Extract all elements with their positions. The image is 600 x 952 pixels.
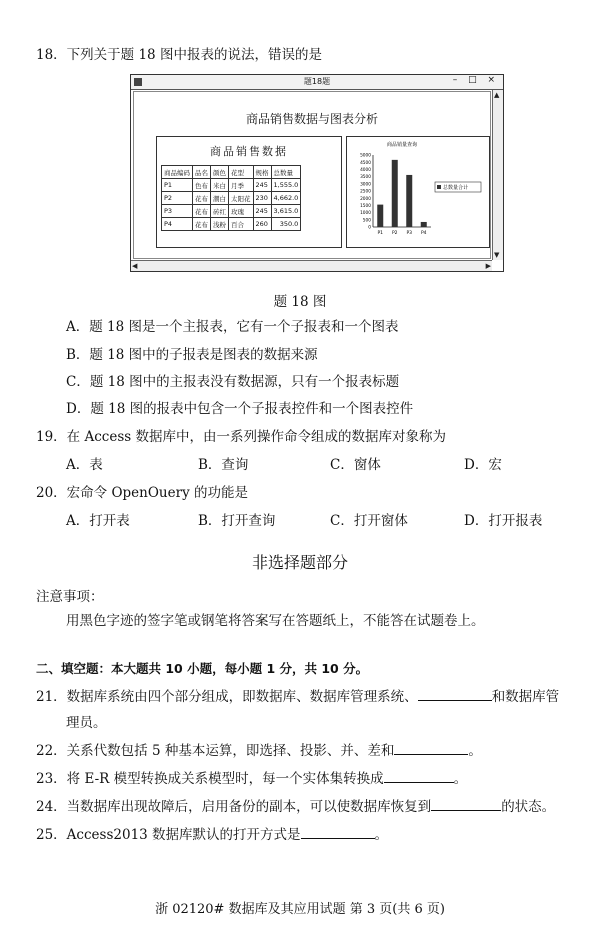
q25-line [36, 826, 388, 844]
table-cell: 350.0 [271, 218, 301, 231]
table-row [162, 205, 301, 218]
section-title: 非选择题部分 [251, 553, 348, 572]
page-footer: 浙 02120# 数据库及其应用试题 第 3 页(共 6 页) [155, 902, 445, 917]
sales-bar-chart [347, 137, 489, 247]
table-cell: 潮白 [211, 192, 229, 205]
q25-text-end: 。 [374, 827, 389, 843]
chart-bar [392, 160, 398, 227]
q25-blank [301, 826, 375, 839]
table-header: 品名 [193, 166, 211, 179]
y-tick-label: 2500 [360, 189, 371, 195]
table-cell: 260 [253, 218, 271, 231]
table-cell: 百合 [229, 218, 254, 231]
q23-text-end: 。 [453, 771, 468, 787]
table-header: 颜色 [211, 166, 229, 179]
table-cell: P3 [162, 205, 193, 218]
table-cell: P4 [162, 218, 193, 231]
q18-option-d: D．题 18 图的报表中包含一个子报表控件和一个图表控件 [66, 401, 414, 417]
table-cell: 花布 [193, 218, 211, 231]
y-tick-label: 5000 [360, 153, 371, 159]
table-cell: 245 [253, 205, 271, 218]
table-row [162, 179, 301, 192]
table-cell: 浅粉 [211, 218, 229, 231]
legend-swatch [437, 185, 441, 189]
vertical-scrollbar[interactable] [492, 90, 503, 260]
q21-blank [418, 688, 492, 701]
subreport-title: 商品销售数据 [210, 145, 288, 158]
y-tick-label: 3500 [360, 175, 371, 181]
y-tick-label: 1000 [360, 211, 371, 217]
q24-text-end: 的状态。 [501, 799, 556, 815]
y-tick-label: 4500 [360, 160, 371, 166]
table-cell: 230 [253, 192, 271, 205]
window-title: 题18题 [303, 77, 331, 86]
y-tick-label: 1500 [360, 204, 371, 209]
y-tick-label: 3000 [360, 182, 371, 188]
window-controls: – □ × [452, 75, 499, 85]
q22-line [36, 742, 482, 760]
table-row [162, 192, 301, 205]
q18-option-c: C．题 18 图中的主报表没有数据源，只有一个报表标题 [66, 374, 400, 390]
table-cell: 花布 [193, 205, 211, 218]
table-cell: 月季 [229, 179, 254, 192]
q19-stem: 19．在 Access 数据库中，由一系列操作命令组成的数据库对象称为 [36, 429, 446, 445]
table-header: 总数量 [271, 166, 301, 179]
sales-table [161, 165, 301, 231]
q18-stem: 18．下列关于题 18 图中报表的说法，错误的是 [36, 47, 322, 63]
x-tick-label: P3 [406, 231, 413, 236]
q20-option-b: B．打开查询 [198, 513, 276, 529]
chart-bar [406, 175, 412, 227]
y-tick-label: 0 [368, 225, 371, 231]
q21-text: 21．数据库系统由四个部分组成，即数据库、数据库管理系统、 [36, 689, 418, 705]
subreport [156, 136, 342, 248]
q23-blank [384, 770, 454, 783]
q25-text: 25．Access2013 数据库默认的打开方式是 [36, 827, 301, 843]
report-window [130, 74, 504, 272]
q21-text-end: 和数据库管 [491, 689, 560, 705]
q20-option-a: A．打开表 [66, 513, 130, 529]
q19-option-a: A．表 [66, 457, 103, 473]
scroll-left-icon[interactable]: ◀ [132, 262, 138, 270]
table-cell: 米白 [211, 179, 229, 192]
table-cell: 砖红 [211, 205, 229, 218]
x-tick-label: P2 [391, 231, 398, 236]
scroll-right-icon[interactable]: ▶ [485, 262, 491, 270]
table-header-row [162, 166, 301, 179]
table-cell: 245 [253, 179, 271, 192]
scroll-up-icon[interactable]: ▲ [494, 91, 500, 99]
y-tick-label: 2000 [360, 196, 371, 202]
notice-label: 注意事项： [36, 589, 104, 605]
figure-caption: 题 18 图 [273, 294, 327, 310]
x-tick-label: P1 [377, 231, 384, 236]
q20-option-d: D．打开报表 [464, 513, 543, 529]
q22-text-end: 。 [468, 743, 482, 759]
table-cell: 花布 [193, 192, 211, 205]
report-canvas [133, 91, 491, 259]
legend-label: 总数量合计 [443, 185, 469, 191]
q19-option-b: B．查询 [198, 457, 249, 473]
table-cell: 4,662.0 [271, 192, 301, 205]
chart-title: 商品销量查询 [386, 142, 418, 148]
q21-continued: 理员。 [66, 715, 107, 731]
chart-bar [377, 205, 383, 227]
q24-blank [431, 798, 501, 811]
table-cell: 色布 [193, 179, 211, 192]
q23-text: 23．将 E-R 模型转换成关系模型时，每一个实体集转换成 [36, 771, 384, 787]
part2-heading: 二、填空题：本大题共 10 小题，每小题 1 分，共 10 分。 [36, 661, 369, 676]
y-tick-label: 4000 [360, 168, 371, 173]
q18-option-a: A．题 18 图是一个主报表，它有一个子报表和一个图表 [66, 319, 399, 335]
scroll-down-icon[interactable]: ▼ [494, 251, 500, 259]
table-header: 商品编码 [162, 166, 193, 179]
table-cell: P1 [162, 179, 193, 192]
q21-line [36, 688, 559, 706]
q19-option-c: C．窗体 [330, 457, 381, 473]
q20-stem: 20．宏命令 OpenOuery 的功能是 [36, 485, 248, 501]
table-cell: 3,615.0 [271, 205, 301, 218]
q22-text: 22．关系代数包括 5 种基本运算，即选择、投影、并、差和 [36, 743, 395, 759]
q24-line [36, 798, 555, 816]
table-cell: 玫瑰 [229, 205, 254, 218]
q18-option-b: B．题 18 图中的子报表是图表的数据来源 [66, 347, 318, 363]
table-cell: 太阳花 [229, 192, 254, 205]
table-header: 规格 [253, 166, 271, 179]
table-row [162, 218, 301, 231]
table-cell: 1,555.0 [271, 179, 301, 192]
q19-option-d: D．宏 [464, 457, 502, 473]
chart-control [346, 136, 490, 248]
window-titlebar [131, 75, 503, 90]
q24-text: 24．当数据库出现故障后，启用备份的副本，可以使数据库恢复到 [36, 799, 432, 815]
report-title: 商品销售数据与图表分析 [245, 112, 378, 126]
x-tick-label: P4 [420, 231, 427, 236]
q20-option-c: C．打开窗体 [330, 513, 408, 529]
q23-line [36, 770, 467, 788]
notice-text: 用黑色字迹的签字笔或钢笔将答案写在答题纸上，不能答在试题卷上。 [66, 613, 485, 629]
table-header: 花型 [229, 166, 254, 179]
q22-blank [394, 742, 468, 755]
y-tick-label: 500 [362, 218, 371, 224]
horizontal-scrollbar[interactable] [131, 260, 492, 271]
table-cell: P2 [162, 192, 193, 205]
chart-bar [421, 222, 427, 227]
